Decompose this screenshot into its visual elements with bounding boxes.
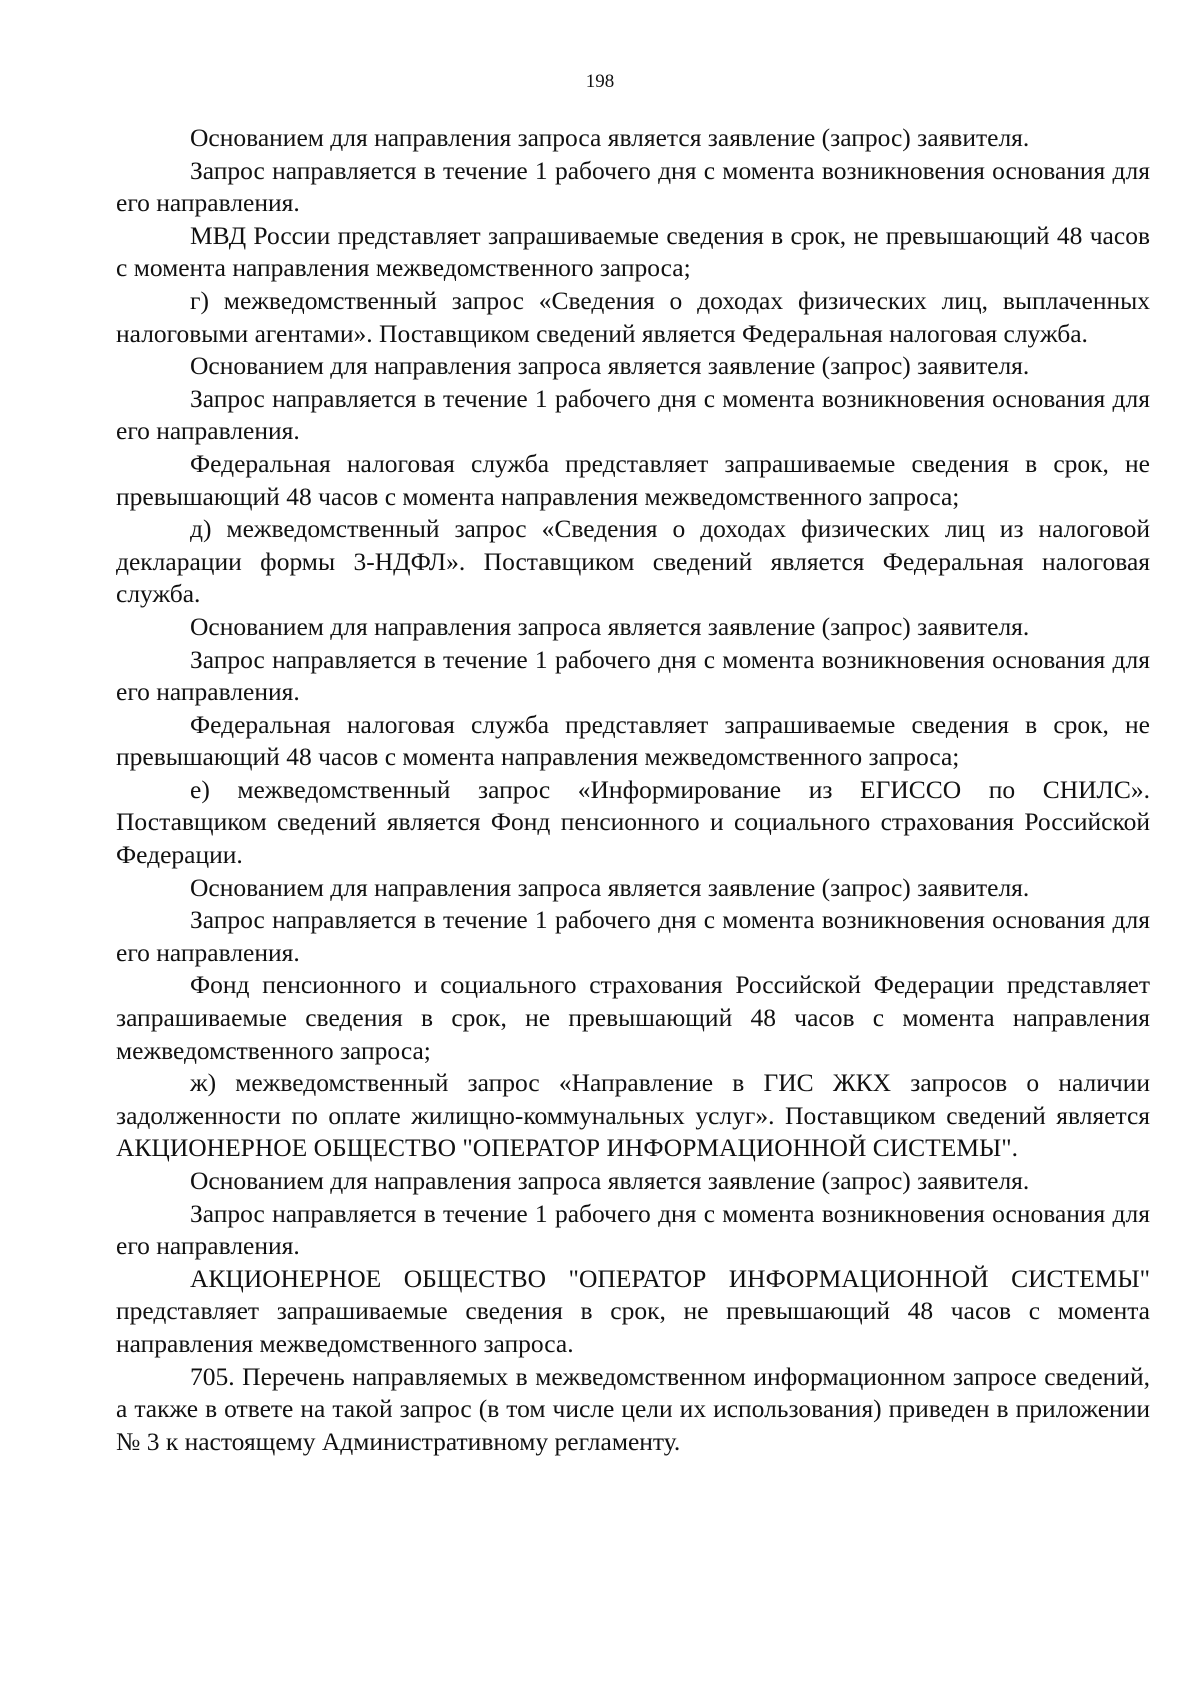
paragraph: МВД России представляет запрашиваемые сведения в срок, не превышающий 48 часов с момента направления межведомственного запроса; bbox=[116, 220, 1150, 283]
paragraph: Фонд пенсионного и социального страхования Российской Федерации представляет запрашиваемые сведения в срок, не превышающий 48 часов с момента направления межведомственного запроса; bbox=[116, 970, 1150, 1065]
paragraph: Запрос направляется в течение 1 рабочего дня с момента возникновения основания для его направления. bbox=[116, 644, 1150, 707]
paragraph-item-zh: ж) межведомственный запрос «Направление в ГИС ЖКХ запросов о наличии задолженности по оплате жилищно-коммунальных услуг». Поставщиком сведений является АКЦИОНЕРНОЕ ОБЩЕСТВО "ОПЕРАТОР ИНФОРМАЦИОННОЙ СИСТЕМЫ". bbox=[116, 1068, 1150, 1163]
document-body bbox=[116, 122, 1150, 1458]
page-number: 198 bbox=[585, 71, 615, 92]
paragraph: Запрос направляется в течение 1 рабочего дня с момента возникновения основания для его направления. bbox=[116, 905, 1150, 967]
paragraph: Основанием для направления запроса является заявление (запрос) заявителя. bbox=[190, 351, 1030, 381]
paragraph: Федеральная налоговая служба представляет запрашиваемые сведения в срок, не превышающий 48 часов с момента направления межведомственного запроса; bbox=[116, 448, 1150, 511]
paragraph-705: 705. Перечень направляемых в межведомственном информационном запросе сведений, а также в ответе на такой запрос (в том числе цели их использования) приведен в приложении № 3 к настоящему Административному регламенту. bbox=[116, 1361, 1150, 1456]
paragraph: Запрос направляется в течение 1 рабочего дня с момента возникновения основания для его направления. bbox=[116, 1198, 1150, 1261]
paragraph-item-e: е) межведомственный запрос «Информирование из ЕГИССО по СНИЛС». Поставщиком сведений является Фонд пенсионного и социального страхования Российской Федерации. bbox=[116, 774, 1150, 870]
paragraph: Основанием для направления запроса является заявление (запрос) заявителя. bbox=[190, 123, 1030, 152]
paragraph: Основанием для направления запроса является заявление (запрос) заявителя. bbox=[190, 1166, 1030, 1195]
paragraph: Федеральная налоговая служба представляет запрашиваемые сведения в срок, не превышающий 48 часов с момента направления межведомственного запроса; bbox=[116, 709, 1150, 772]
paragraph-item-d: д) межведомственный запрос «Сведения о доходах физических лиц из налоговой декларации формы 3-НДФЛ». Поставщиком сведений является Федеральная налоговая служба. bbox=[116, 514, 1150, 609]
paragraph: Основанием для направления запроса является заявление (запрос) заявителя. bbox=[190, 872, 1030, 902]
paragraph: АКЦИОНЕРНОЕ ОБЩЕСТВО "ОПЕРАТОР ИНФОРМАЦИОННОЙ СИСТЕМЫ" представляет запрашиваемые сведения в срок, не превышающий 48 часов с момента направления межведомственного запроса. bbox=[116, 1263, 1150, 1358]
paragraph: Запрос направляется в течение 1 рабочего дня с момента возникновения основания для его направления. bbox=[116, 383, 1150, 446]
paragraph: Основанием для направления запроса является заявление (запрос) заявителя. bbox=[190, 611, 1030, 641]
paragraph: Запрос направляется в течение 1 рабочего дня с момента возникновения основания для его направления. bbox=[116, 155, 1150, 218]
paragraph-item-g: г) межведомственный запрос «Сведения о доходах физических лиц, выплаченных налоговыми агентами». Поставщиком сведений является Федеральная налоговая служба. bbox=[116, 285, 1150, 348]
